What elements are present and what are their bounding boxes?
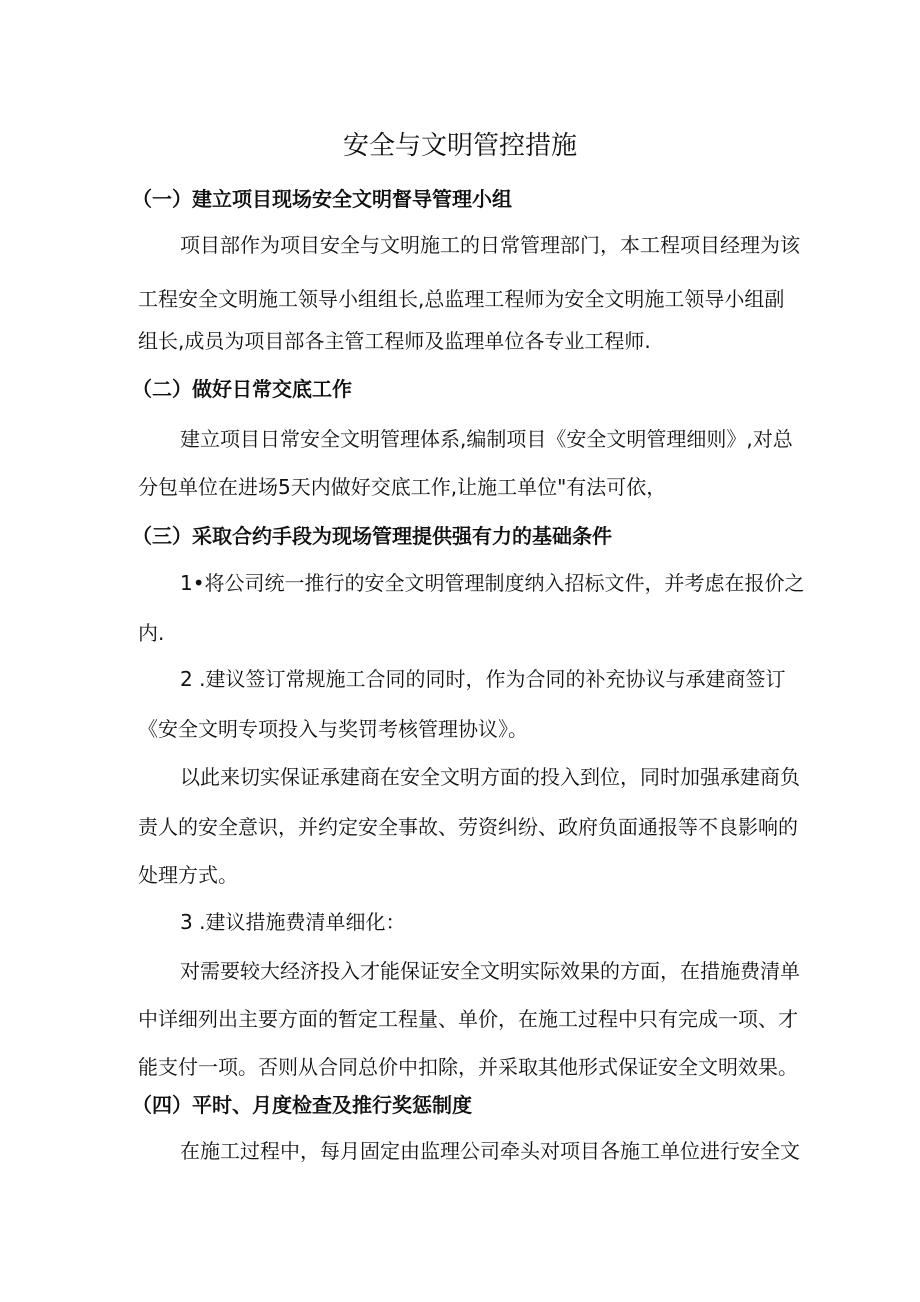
section-heading-2: （二）做好日常交底工作 bbox=[132, 377, 352, 401]
section-heading-3: （三）采取合约手段为现场管理提供强有力的基础条件 bbox=[132, 524, 612, 548]
paragraph-line: 2 .建议签订常规施工合同的同时，作为合同的补充协议与承建商签订 bbox=[180, 667, 786, 691]
paragraph-line: 中详细列出主要方面的暂定工程量、单价，在施工过程中只有完成一项、才 bbox=[138, 1007, 798, 1031]
paragraph-line: 建立项目日常安全文明管理体系,编制项目《安全文明管理细则》,对总 bbox=[180, 427, 793, 451]
paragraph-line: 能支付一项。否则从合同总价中扣除，并采取其他形式保证安全文明效果。 bbox=[138, 1055, 798, 1079]
paragraph-line: 责人的安全意识，并约定安全事故、劳资纠纷、政府负面通报等不良影响的 bbox=[138, 815, 798, 839]
paragraph-line: 内. bbox=[138, 621, 165, 645]
paragraph-line: 分包单位在进场5天内做好交底工作,让施工单位"有法可依， bbox=[138, 475, 667, 499]
paragraph-line: 以此来切实保证承建商在安全文明方面的投入到位，同时加强承建商负 bbox=[180, 765, 800, 789]
paragraph-line: 对需要较大经济投入才能保证安全文明实际效果的方面，在措施费清单 bbox=[180, 959, 800, 983]
section-heading-4: （四）平时、月度检查及推行奖惩制度 bbox=[132, 1093, 472, 1117]
paragraph-line: 工程安全文明施工领导小组组长,总监理工程师为安全文明施工领导小组副 bbox=[138, 287, 785, 311]
paragraph-line: 处理方式。 bbox=[138, 863, 238, 887]
paragraph-line: 3 .建议措施费清单细化： bbox=[180, 910, 406, 934]
paragraph-line: 在施工过程中，每月固定由监理公司牵头对项目各施工单位进行安全文 bbox=[180, 1139, 800, 1163]
page-title: 安全与文明管控措施 bbox=[342, 131, 577, 161]
paragraph-line: 《安全文明专项投入与奖罚考核管理协议》。 bbox=[138, 717, 528, 741]
paragraph-line: 组长,成员为项目部各主管工程师及监理单位各专业工程师. bbox=[138, 329, 651, 353]
paragraph-line: 项目部作为项目安全与文明施工的日常管理部门，本工程项目经理为该 bbox=[180, 233, 800, 257]
paragraph-line: 1•将公司统一推行的安全文明管理制度纳入招标文件，并考虑在报价之 bbox=[180, 571, 805, 595]
section-heading-1: （一）建立项目现场安全文明督导管理小组 bbox=[132, 187, 512, 211]
